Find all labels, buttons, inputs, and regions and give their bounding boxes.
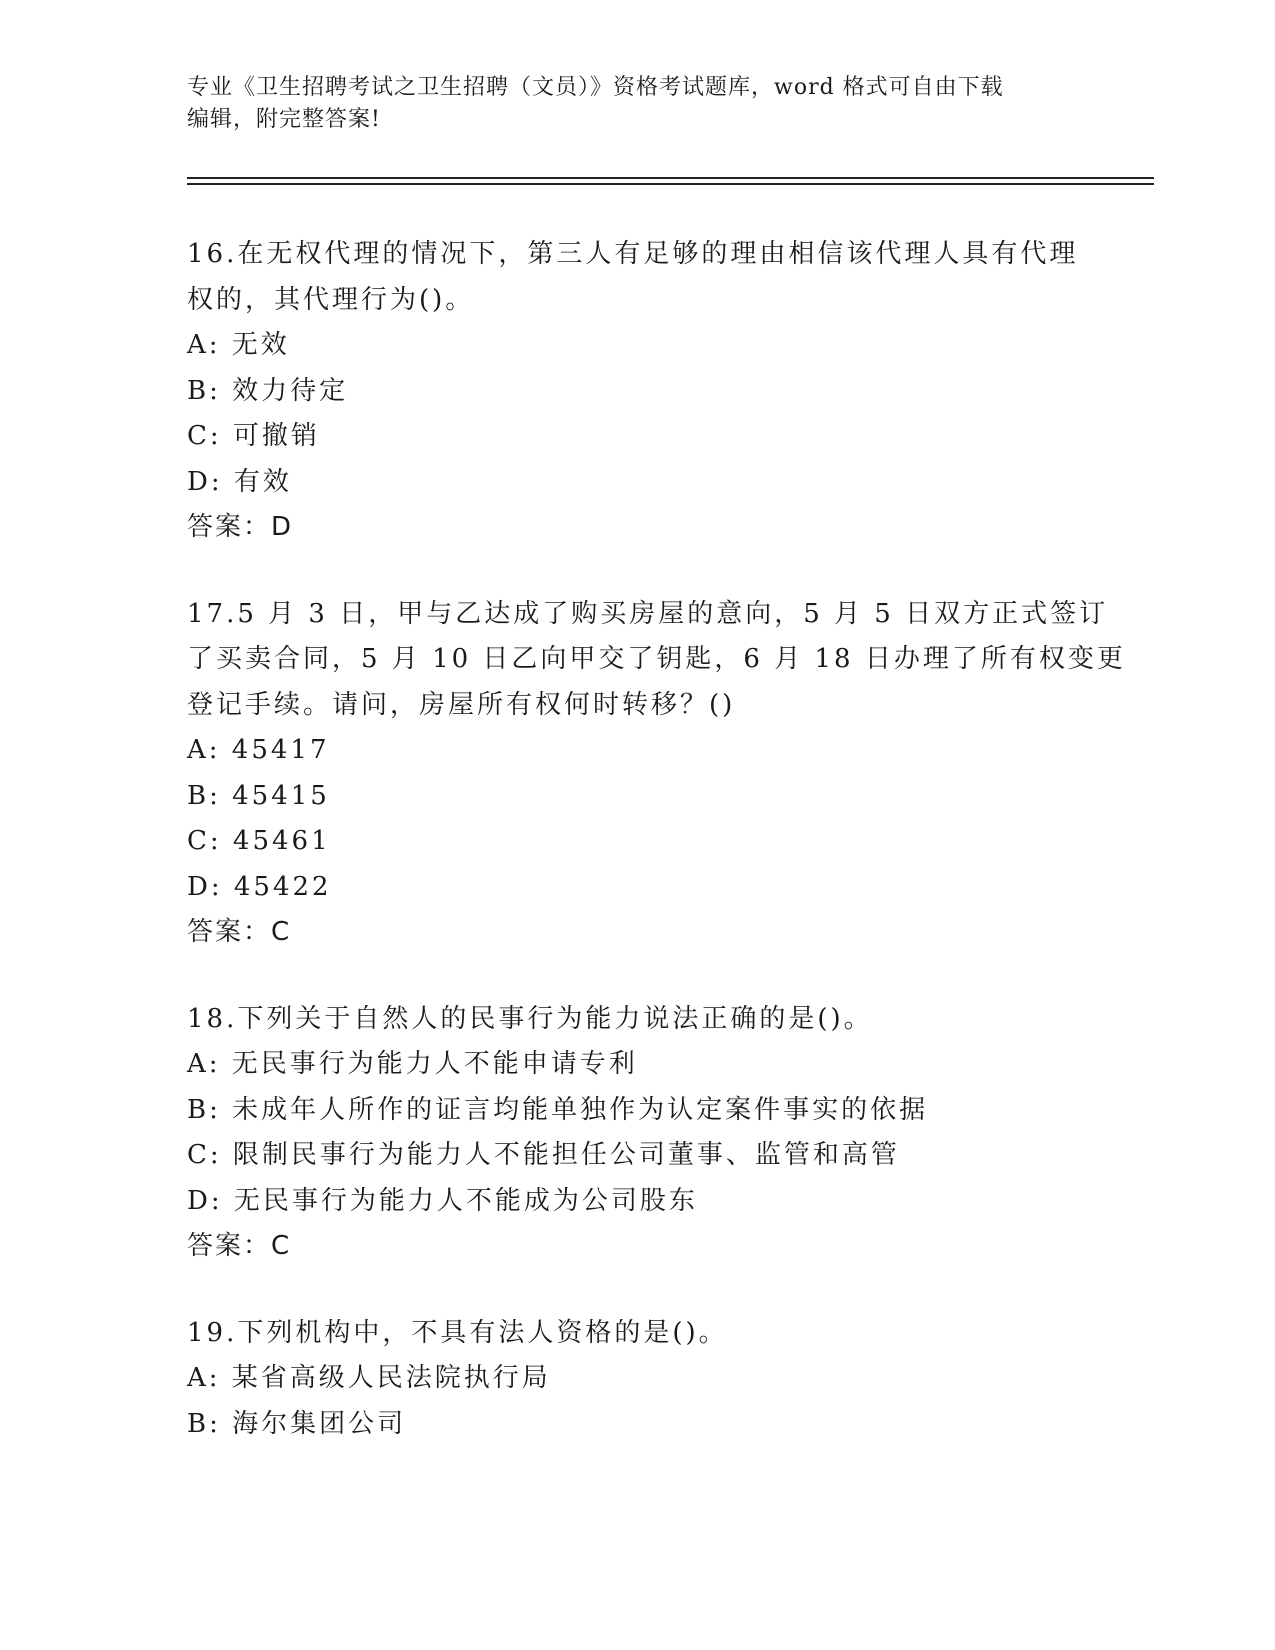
answer-label: 答案：D: [187, 512, 294, 542]
question-list: [187, 232, 1126, 1488]
option-d: D: 45422: [187, 871, 332, 902]
option-c: C: 可撤销: [187, 421, 320, 451]
option-b: B: 45415: [187, 780, 330, 811]
option-b: B: 海尔集团公司: [187, 1408, 407, 1439]
answer-label: 答案：C: [187, 1231, 292, 1261]
document-header: [187, 72, 1087, 136]
header-line-1: 专业《卫生招聘考试之卫生招聘（文员）》资格考试题库，word 格式可自由下载: [187, 75, 1004, 100]
option-d: D: 有效: [187, 466, 292, 497]
answer-label: 答案：C: [187, 917, 292, 947]
option-b: B: 未成年人所作的证言均能单独作为认定案件事实的依据: [187, 1094, 929, 1125]
header-divider-bottom: [187, 183, 1154, 185]
option-b: B: 效力待定: [187, 375, 349, 406]
question-16: [187, 232, 1087, 551]
option-a: A: 无民事行为能力人不能申请专利: [187, 1049, 638, 1079]
question-17: [187, 592, 1126, 956]
question-text: 权的，其代理行为()。: [187, 284, 475, 315]
question-text: 登记手续。请问，房屋所有权何时转移？(): [187, 689, 736, 720]
question-text: 16.在无权代理的情况下，第三人有足够的理由相信该代理人具有代理: [187, 239, 1079, 269]
option-a: A: 无效: [187, 330, 290, 360]
question-text: 17.5 月 3 日，甲与乙达成了购买房屋的意向，5 月 5 日双方正式签订: [187, 598, 1109, 629]
option-a: A: 45417: [187, 735, 330, 765]
question-19: [187, 1311, 1087, 1448]
option-c: C: 限制民事行为能力人不能担任公司董事、监管和高管: [187, 1140, 900, 1170]
question-text: 18.下列关于自然人的民事行为能力说法正确的是()。: [187, 1003, 873, 1034]
option-c: C: 45461: [187, 826, 331, 856]
header-line-2: 编辑，附完整答案!: [187, 107, 381, 132]
option-a: A: 某省高级人民法院执行局: [187, 1363, 551, 1393]
question-text: 了买卖合同，5 月 10 日乙向甲交了钥匙，6 月 18 日办理了所有权变更: [187, 644, 1126, 674]
question-text: 19.下列机构中，不具有法人资格的是()。: [187, 1317, 728, 1348]
question-18: [187, 997, 1087, 1270]
header-divider-top: [187, 177, 1154, 179]
option-d: D: 无民事行为能力人不能成为公司股东: [187, 1185, 698, 1216]
